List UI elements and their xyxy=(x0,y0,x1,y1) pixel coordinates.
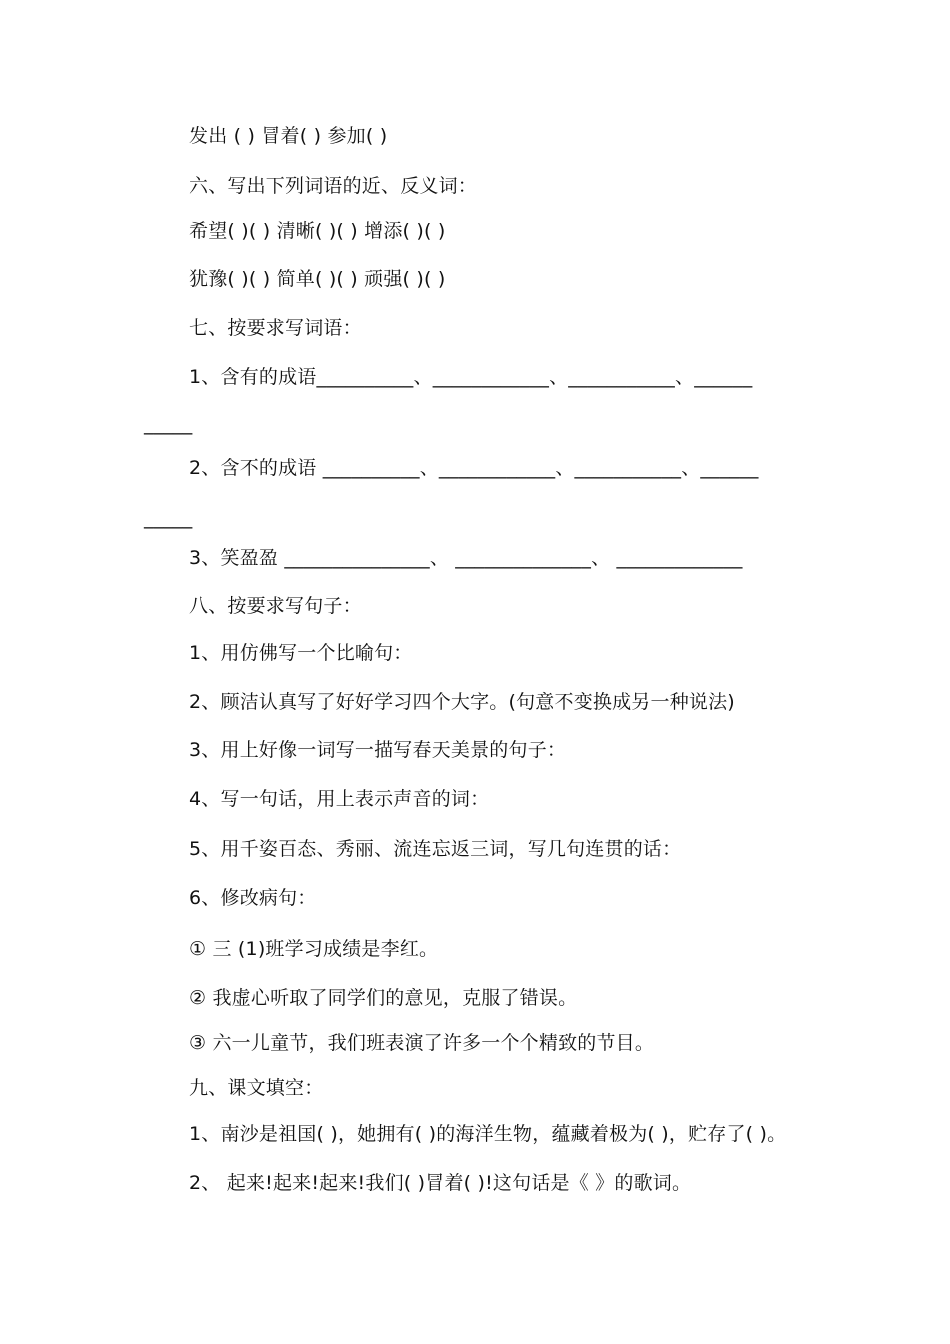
sentence-task-3: 3、用上好像一词写一描写春天美景的句子： xyxy=(189,739,567,761)
sentence-task-4: 4、写一句话，用上表示声音的词： xyxy=(189,788,490,810)
correction-item-2: ② 我虚心听取了同学们的意见，克服了错误。 xyxy=(189,987,578,1009)
section-six-heading: 六、写出下列词语的近、反义词： xyxy=(189,175,478,197)
word-blanks-line-1: 发出 ( ) 冒着( ) 参加( ) xyxy=(189,125,388,147)
fill-blank-task-2: 2、 起来!起来!起来!我们( )冒着( )!这句话是《 》的歌词。 xyxy=(189,1172,692,1194)
section-nine-heading: 九、课文填空： xyxy=(189,1077,324,1099)
sentence-task-6: 6、修改病句： xyxy=(189,887,317,909)
sentence-task-1: 1、用仿佛写一个比喻句： xyxy=(189,642,413,664)
fill-blank-task-1: 1、南沙是祖国( )，她拥有( )的海洋生物，蕴藏着极为( )，贮存了( )。 xyxy=(189,1123,787,1145)
correction-item-1: ① 三 (1)班学习成绩是李红。 xyxy=(189,938,439,960)
sentence-task-2: 2、顾洁认真写了好好学习四个大字。(句意不变换成另一种说法) xyxy=(189,691,735,713)
idiom-task-3: 3、笑盈盈 _______________、 ______________、 _____________ xyxy=(189,547,743,569)
synonym-antonym-line-1: 希望( )( ) 清晰( )( ) 增添( )( ) xyxy=(189,220,446,242)
section-eight-heading: 八、按要求写句子： xyxy=(189,595,362,617)
idiom-task-1: 1、含有的成语__________、____________、___________、______ xyxy=(189,366,753,388)
correction-item-3: ③ 六一儿童节，我们班表演了许多一个个精致的节目。 xyxy=(189,1032,655,1054)
idiom-task-2: 2、含不的成语 __________、____________、___________、______ xyxy=(189,457,759,479)
section-seven-heading: 七、按要求写词语： xyxy=(189,317,362,339)
idiom-task-2-continuation: _____ xyxy=(144,507,193,529)
synonym-antonym-line-2: 犹豫( )( ) 简单( )( ) 顽强( )( ) xyxy=(189,268,446,290)
sentence-task-5: 5、用千姿百态、秀丽、流连忘返三词，写几句连贯的话： xyxy=(189,838,682,860)
idiom-task-1-continuation: _____ xyxy=(144,413,193,435)
